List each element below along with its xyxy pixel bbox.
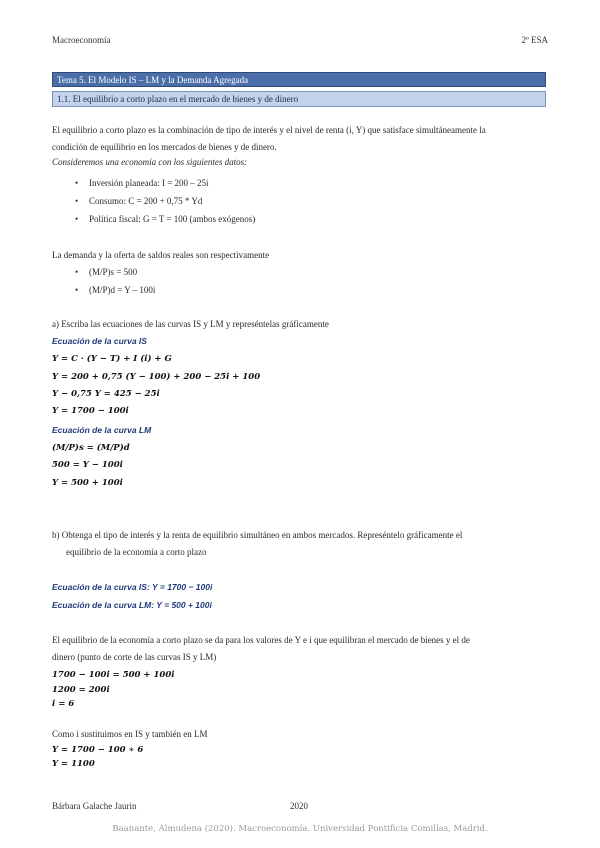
part-b-line: b) Obtenga el tipo de interés y la renta de equilibrio simultáneo en ambos mercados. Represéntelo gráficamente el (52, 530, 463, 540)
equation-line: Y = 1700 − 100 ∗ 6 (52, 745, 144, 755)
bullet-icon: • (75, 178, 79, 188)
section-title-bar: 1.1. El equilibrio a corto plazo en el mercado de bienes y de dinero (52, 91, 546, 107)
equation-line: Y − 0,75 Y = 425 − 25i (52, 389, 160, 399)
list-item: • Consumo: C = 200 + 0,75 * Yd (75, 196, 203, 206)
part-a-prompt: a) Escriba las ecuaciones de las curvas IS y LM y represéntelas gráficamente (52, 319, 329, 329)
equation-line: Y = 1100 (52, 759, 95, 769)
equation-line: Y = C · (Y − T) + I (i) + G (52, 354, 172, 364)
intro-line: condición de equilibrio en los mercados de bienes y de dinero. (52, 142, 277, 152)
source-credit: Baanante, Almudena (2020). Macroeconomía. Universidad Pontificia Comillas, Madrid. (112, 824, 488, 834)
equation-line: 1700 − 100i = 500 + 100i (52, 670, 175, 680)
lm-section-title: Ecuación de la curva LM (52, 425, 152, 435)
list-item: • (M/P)s = 500 (75, 267, 138, 277)
equilibrium-explanation (52, 632, 546, 666)
list-item: • (M/P)d = Y – 100i (75, 285, 156, 295)
equation-line: Y = 1700 − 100i (52, 406, 129, 416)
equation-line: Y = 200 + 0,75 (Y − 100) + 200 − 25i + 100 (52, 372, 261, 382)
footer-author: Bárbara Galache Jaurin (52, 801, 137, 811)
bullet-icon: • (75, 267, 79, 277)
list-item: • Política fiscal: G = T = 100 (ambos exógenos) (75, 214, 256, 224)
is-section-title: Ecuación de la curva IS (52, 336, 147, 346)
footer-year: 2020 (290, 801, 308, 811)
equation-line: Y = 500 + 100i (52, 478, 123, 488)
substitution-intro: Como i sustituimos en IS y también en LM (52, 729, 208, 739)
intro-line: El equilibrio a corto plazo es la combinación de tipo de interés y el nivel de renta (i, Y) que satisface simultáneamente la (52, 125, 486, 135)
explain-line: El equilibrio de la economía a corto plazo se da para los valores de Y e i que equilibran el mercado de bienes y el de (52, 635, 470, 645)
equation-line: 500 = Y − 100i (52, 460, 123, 470)
lm-equation-summary: Ecuación de la curva LM: Y = 500 + 100i (52, 600, 212, 610)
equation-line: 1200 = 200i (52, 685, 110, 695)
header-subject: Macroeconomía (52, 35, 111, 45)
chapter-title-bar: Tema 5. El Modelo IS – LM y la Demanda Agregada (52, 72, 546, 87)
money-intro: La demanda y la oferta de saldos reales son respectivamente (52, 250, 270, 260)
bullet-icon: • (75, 196, 79, 206)
explain-line: dinero (punto de corte de las curvas IS y LM) (52, 652, 217, 662)
list-item: • Inversión planeada: I = 200 – 25i (75, 178, 209, 188)
is-equation-summary: Ecuación de la curva IS: Y = 1700 − 100i (52, 582, 213, 592)
bullet-icon: • (75, 214, 79, 224)
intro-paragraph (52, 122, 546, 169)
equation-line: (M/P)s = (M/P)d (52, 443, 130, 453)
equation-line: i = 6 (52, 699, 75, 709)
bullet-icon: • (75, 285, 79, 295)
part-b-line: equilibrio de la economía a corto plazo (66, 547, 207, 557)
header-course: 2º ESA (521, 35, 548, 45)
considerations-line: Consideremos una economía con los siguientes datos: (52, 157, 248, 167)
part-b-prompt (52, 527, 546, 561)
